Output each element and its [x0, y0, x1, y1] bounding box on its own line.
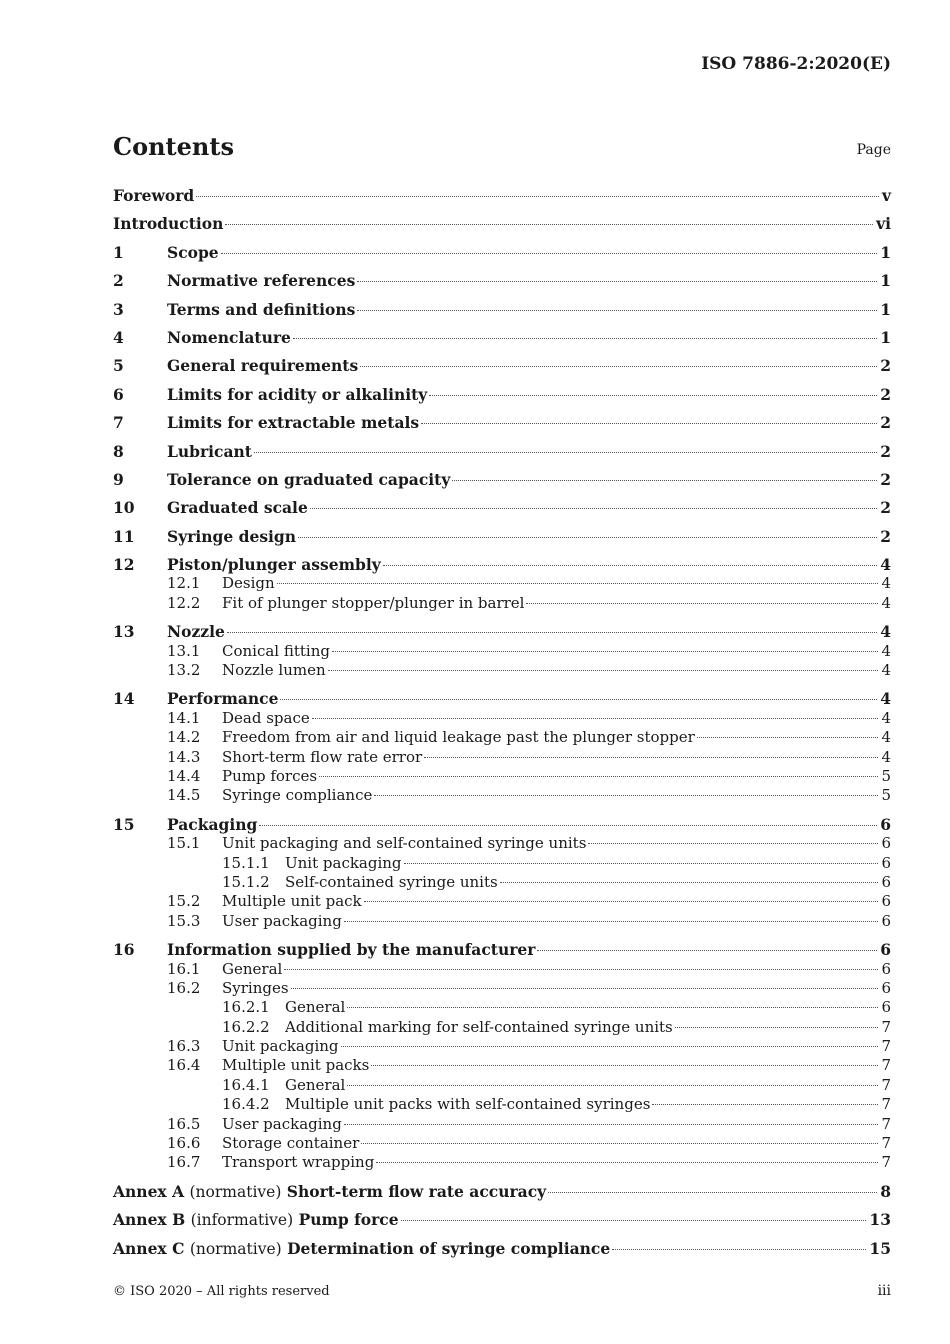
- dot-leader: [293, 338, 877, 339]
- toc-entry-title: Design: [222, 574, 275, 593]
- toc-entry-title: Information supplied by the manufacturer: [167, 940, 536, 960]
- toc-entry-number: 14.2: [167, 728, 201, 747]
- toc-entry-number: 16.1: [167, 959, 201, 978]
- toc-entry[interactable]: [113, 243, 891, 262]
- toc-entry[interactable]: [113, 854, 891, 873]
- toc-entry-title: Scope: [167, 242, 219, 262]
- annex-kind: (normative): [189, 1239, 282, 1258]
- toc-entry-title: Unit packaging: [285, 853, 402, 872]
- toc-entry-number: 12.2: [167, 593, 201, 612]
- toc-entry-page: 6: [881, 872, 891, 891]
- toc-entry-page: 6: [880, 940, 891, 960]
- dot-leader: [548, 1192, 877, 1193]
- toc-entry[interactable]: [113, 622, 891, 641]
- toc-entry-page: 7: [881, 1153, 891, 1172]
- toc-entry-number: 8: [113, 441, 124, 461]
- annex-title: Pump force: [298, 1210, 399, 1230]
- toc-entry-number: 15.1.1: [222, 853, 270, 872]
- toc-entry-number: 16.3: [167, 1037, 201, 1056]
- toc-entry-title: General: [285, 1075, 346, 1094]
- toc-entry-page: 4: [881, 593, 891, 612]
- toc-entry[interactable]: [113, 470, 891, 489]
- toc-entry-number: 14.4: [167, 766, 201, 785]
- toc-entry[interactable]: [113, 1056, 891, 1075]
- annex-kind: (informative): [190, 1211, 294, 1230]
- dot-leader: [401, 1220, 867, 1221]
- page-number: iii: [877, 1283, 891, 1299]
- toc-entry-number: 7: [113, 413, 124, 433]
- dot-leader: [424, 757, 878, 758]
- toc-entry-title: Syringe design: [167, 526, 297, 546]
- toc-entry[interactable]: [113, 892, 891, 911]
- toc-entry[interactable]: [113, 1037, 891, 1056]
- toc-entry-number: 16.2: [167, 978, 201, 997]
- toc-annex-entry[interactable]: [113, 1210, 891, 1229]
- toc-entry-number: 15.1: [167, 834, 201, 853]
- toc-entry-page: 4: [881, 574, 891, 593]
- toc-entry-title: User packaging: [222, 911, 342, 930]
- toc-entry[interactable]: [113, 979, 891, 998]
- toc-entry[interactable]: [113, 1018, 891, 1037]
- toc-entry-page: 4: [880, 555, 891, 575]
- annex-label: Annex C: [113, 1238, 185, 1258]
- toc-entry-title: Performance: [167, 689, 279, 709]
- toc-entry-number: 13.2: [167, 661, 201, 680]
- toc-entry[interactable]: [113, 815, 891, 834]
- copyright-notice: © ISO 2020 – All rights reserved: [113, 1284, 330, 1299]
- toc-entry[interactable]: [113, 574, 891, 593]
- dot-leader: [332, 651, 878, 652]
- toc-entry[interactable]: [113, 594, 891, 613]
- dot-leader: [291, 988, 879, 989]
- toc-entry-title: Short-term flow rate error: [222, 747, 423, 766]
- toc-entry-page: 4: [881, 641, 891, 660]
- dot-leader: [537, 950, 877, 951]
- toc-entry-title: Limits for extractable metals: [167, 413, 420, 433]
- toc-annex-entry[interactable]: [113, 1182, 891, 1201]
- toc-entry-number: 16: [113, 940, 135, 960]
- toc-entry-page: 5: [881, 786, 891, 805]
- toc-entry[interactable]: [113, 709, 891, 728]
- toc-entry-number: 4: [113, 327, 124, 347]
- toc-entry-page: 2: [880, 441, 891, 461]
- dot-leader: [221, 253, 878, 254]
- toc-entry-page: 4: [880, 689, 891, 709]
- toc-entry[interactable]: [113, 998, 891, 1017]
- toc-entry-number: 15.2: [167, 892, 201, 911]
- dot-leader: [225, 224, 873, 225]
- toc-entry-page: 4: [881, 728, 891, 747]
- toc-entry-title: Nozzle lumen: [222, 661, 326, 680]
- toc-entry-page: 6: [881, 959, 891, 978]
- toc-entry-title: Self-contained syringe units: [285, 872, 498, 891]
- toc-entry[interactable]: [113, 1153, 891, 1172]
- dot-leader: [341, 1046, 879, 1047]
- toc-entry[interactable]: [113, 300, 891, 319]
- toc-entry-page: 2: [880, 469, 891, 489]
- toc-entry[interactable]: [113, 442, 891, 461]
- toc-entry-title: Dead space: [222, 708, 310, 727]
- dot-leader: [227, 632, 877, 633]
- toc-entry[interactable]: [113, 786, 891, 805]
- page-column-label: Page: [856, 142, 891, 158]
- toc-entry-number: 16.2.1: [222, 998, 270, 1017]
- annex-title: Determination of syringe compliance: [287, 1238, 611, 1258]
- toc-entry-number: 11: [113, 526, 135, 546]
- toc-entry-title: Pump forces: [222, 766, 318, 785]
- toc-entry-number: 12.1: [167, 574, 201, 593]
- dot-leader: [404, 863, 879, 864]
- toc-entry-page: 6: [881, 998, 891, 1017]
- toc-entry-number: 13.1: [167, 641, 201, 660]
- toc-entry-page: 1: [880, 271, 891, 291]
- dot-leader: [284, 969, 878, 970]
- toc-entry-number: 15.1.2: [222, 872, 270, 891]
- toc-entry-page: 2: [880, 526, 891, 546]
- toc-entry-page: 4: [881, 747, 891, 766]
- toc-entry-number: 1: [113, 242, 124, 262]
- toc-entry-title: Freedom from air and liquid leakage past the plunger stopper: [222, 728, 695, 747]
- toc-entry-title: Multiple unit pack: [222, 892, 362, 911]
- toc-entry-number: 14.1: [167, 708, 201, 727]
- dot-leader: [452, 480, 877, 481]
- toc-entry-page: 7: [881, 1056, 891, 1075]
- toc-entry-number: 10: [113, 498, 135, 518]
- document-id: ISO 7886-2:2020(E): [701, 54, 891, 74]
- toc-entry-number: 16.6: [167, 1134, 201, 1153]
- toc-entry-page: 15: [869, 1238, 891, 1258]
- toc-entry[interactable]: [113, 689, 891, 708]
- toc-entry-number: 2: [113, 271, 124, 291]
- toc-entry[interactable]: [113, 527, 891, 546]
- toc-entry-page: v: [881, 186, 891, 205]
- dot-leader: [310, 508, 877, 509]
- dot-leader: [526, 603, 878, 604]
- dot-leader: [277, 583, 879, 584]
- toc-entry-title: Packaging: [167, 814, 258, 834]
- toc-entry-title: Additional marking for self-contained syringe units: [285, 1017, 673, 1036]
- dot-leader: [421, 423, 877, 424]
- toc-entry-title: User packaging: [222, 1114, 342, 1133]
- toc-entry-number: 15.3: [167, 911, 201, 930]
- toc-entry-number: 14: [113, 689, 135, 709]
- dot-leader: [374, 795, 878, 796]
- toc-entry-number: 16.5: [167, 1114, 201, 1133]
- dot-leader: [254, 452, 877, 453]
- toc-entry-title: Limits for acidity or alkalinity: [167, 384, 428, 404]
- toc-entry-page: 8: [880, 1181, 891, 1201]
- dot-leader: [500, 882, 879, 883]
- toc-entry-page: 4: [881, 661, 891, 680]
- toc-entry-title: Fit of plunger stopper/plunger in barrel: [222, 593, 525, 612]
- toc-entry[interactable]: [113, 940, 891, 959]
- toc-entry[interactable]: [113, 767, 891, 786]
- dot-leader: [344, 921, 879, 922]
- toc-entry[interactable]: [113, 1134, 891, 1153]
- toc-entry-page: 6: [881, 834, 891, 853]
- dot-leader: [357, 281, 877, 282]
- toc-entry-title: Normative references: [167, 271, 356, 291]
- dot-leader: [280, 699, 877, 700]
- dot-leader: [196, 196, 879, 197]
- toc-entry-title: Foreword: [113, 186, 195, 205]
- dot-leader: [429, 395, 877, 396]
- toc-entry[interactable]: [113, 271, 891, 290]
- toc-entry-title: General: [222, 959, 283, 978]
- toc-entry-number: 16.7: [167, 1153, 201, 1172]
- toc-entry-page: 2: [880, 356, 891, 376]
- toc-entry-title: Piston/plunger assembly: [167, 555, 381, 575]
- toc-entry-title: Graduated scale: [167, 498, 308, 518]
- toc-entry-title: Terms and definitions: [167, 299, 356, 319]
- dot-leader: [376, 1162, 878, 1163]
- toc-entry-number: 3: [113, 299, 124, 319]
- toc-entry-title: Nomenclature: [167, 327, 291, 347]
- toc-entry[interactable]: [113, 186, 891, 205]
- toc-entry-page: 7: [881, 1134, 891, 1153]
- toc-entry-page: 2: [880, 384, 891, 404]
- toc-entry-title: Syringe compliance: [222, 786, 373, 805]
- toc-entry-number: 13: [113, 622, 135, 642]
- toc-entry[interactable]: [113, 555, 891, 574]
- toc-entry-title: General requirements: [167, 356, 359, 376]
- dot-leader: [612, 1249, 866, 1250]
- dot-leader: [312, 718, 879, 719]
- toc-entry-page: 1: [880, 327, 891, 347]
- toc-entry-page: 7: [881, 1037, 891, 1056]
- toc-entry-title: Unit packaging: [222, 1037, 339, 1056]
- dot-leader: [319, 776, 878, 777]
- toc-entry-title: Unit packaging and self-contained syringe units: [222, 834, 587, 853]
- table-of-contents: [113, 186, 891, 1258]
- dot-leader: [675, 1027, 879, 1028]
- toc-entry-page: 2: [880, 498, 891, 518]
- toc-entry-page: 6: [881, 978, 891, 997]
- dot-leader: [259, 825, 877, 826]
- toc-entry-number: 16.2.2: [222, 1017, 270, 1036]
- dot-leader: [357, 310, 877, 311]
- toc-entry-title: Multiple unit packs: [222, 1056, 370, 1075]
- toc-entry-page: 7: [881, 1114, 891, 1133]
- toc-entry[interactable]: [113, 385, 891, 404]
- toc-entry[interactable]: [113, 748, 891, 767]
- toc-entry-title: Multiple unit packs with self-contained syringes: [285, 1095, 651, 1114]
- toc-entry-page: 6: [881, 911, 891, 930]
- toc-entry-title: Conical fitting: [222, 641, 330, 660]
- toc-entry-page: 7: [881, 1075, 891, 1094]
- toc-entry[interactable]: [113, 214, 891, 233]
- annex-label: Annex B: [113, 1210, 186, 1230]
- toc-entry-title: Storage container: [222, 1134, 360, 1153]
- toc-entry-number: 14.5: [167, 786, 201, 805]
- annex-label: Annex A: [113, 1181, 185, 1201]
- toc-entry-page: 7: [881, 1095, 891, 1114]
- toc-entry[interactable]: [113, 728, 891, 747]
- toc-entry-title: General: [285, 998, 346, 1017]
- toc-entry-page: 7: [881, 1017, 891, 1036]
- toc-entry-page: 6: [881, 892, 891, 911]
- toc-entry[interactable]: [113, 1095, 891, 1114]
- toc-entry[interactable]: [113, 960, 891, 979]
- toc-entry[interactable]: [113, 873, 891, 892]
- annex-title: Short-term flow rate accuracy: [286, 1181, 547, 1201]
- toc-entry-number: 16.4.1: [222, 1075, 270, 1094]
- dot-leader: [328, 670, 879, 671]
- contents-heading: Contents: [113, 132, 234, 161]
- dot-leader: [298, 537, 877, 538]
- toc-entry[interactable]: [113, 661, 891, 680]
- dot-leader: [652, 1104, 878, 1105]
- toc-entry-title: Syringes: [222, 978, 289, 997]
- toc-entry[interactable]: [113, 834, 891, 853]
- toc-annex-title: [113, 1239, 610, 1259]
- toc-entry[interactable]: [113, 328, 891, 347]
- toc-entry-title: Transport wrapping: [222, 1153, 375, 1172]
- toc-entry-page: 6: [881, 853, 891, 872]
- toc-entry-number: 16.4.2: [222, 1095, 270, 1114]
- toc-entry-page: 6: [880, 814, 891, 834]
- annex-kind: (normative): [189, 1182, 282, 1201]
- toc-entry-number: 12: [113, 555, 135, 575]
- toc-annex-entry[interactable]: [113, 1239, 891, 1258]
- toc-entry-title: Nozzle: [167, 622, 225, 642]
- toc-entry-number: 15: [113, 814, 135, 834]
- toc-annex-title: [113, 1210, 399, 1230]
- toc-entry[interactable]: [113, 912, 891, 931]
- dot-leader: [697, 737, 879, 738]
- toc-entry-title: Lubricant: [167, 441, 252, 461]
- toc-entry-page: vi: [876, 214, 891, 234]
- toc-entry-page: 4: [880, 622, 891, 642]
- dot-leader: [361, 1143, 878, 1144]
- toc-entry-number: 16.4: [167, 1056, 201, 1075]
- toc-entry-page: 1: [880, 299, 891, 319]
- toc-entry-number: 9: [113, 469, 124, 489]
- toc-entry[interactable]: [113, 642, 891, 661]
- toc-entry-page: 5: [881, 766, 891, 785]
- toc-entry[interactable]: [113, 413, 891, 432]
- toc-entry-page: 1: [880, 242, 891, 262]
- toc-entry-number: 6: [113, 384, 124, 404]
- dot-leader: [360, 366, 877, 367]
- toc-entry-page: 2: [880, 413, 891, 433]
- toc-annex-title: [113, 1182, 546, 1202]
- toc-entry[interactable]: [113, 1076, 891, 1095]
- dot-leader: [364, 901, 879, 902]
- toc-entry-number: 5: [113, 356, 124, 376]
- toc-entry[interactable]: [113, 498, 891, 517]
- toc-entry-title: Introduction: [113, 214, 224, 234]
- dot-leader: [383, 565, 877, 566]
- toc-entry[interactable]: [113, 1115, 891, 1134]
- toc-entry-page: 4: [881, 708, 891, 727]
- toc-entry-title: Tolerance on graduated capacity: [167, 469, 451, 489]
- toc-entry-page: 13: [869, 1210, 891, 1230]
- toc-entry[interactable]: [113, 356, 891, 375]
- dot-leader: [347, 1007, 878, 1008]
- dot-leader: [588, 843, 878, 844]
- dot-leader: [371, 1065, 878, 1066]
- dot-leader: [347, 1085, 878, 1086]
- dot-leader: [344, 1124, 879, 1125]
- toc-entry-number: 14.3: [167, 747, 201, 766]
